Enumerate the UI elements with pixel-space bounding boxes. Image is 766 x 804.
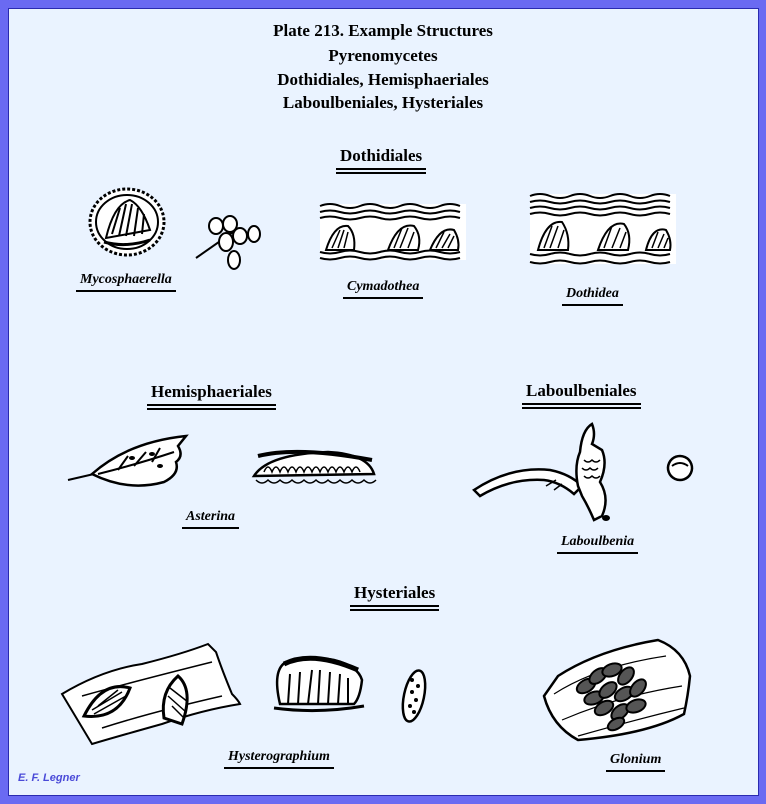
underline (336, 172, 426, 174)
label-dothidea (566, 286, 619, 302)
section-dothidiales (340, 146, 422, 166)
label-cymadothea (347, 279, 419, 295)
dothidea-illustration (528, 190, 678, 270)
glonium-illustration (538, 636, 698, 748)
asterina-illustration (68, 432, 408, 504)
underline (336, 168, 426, 170)
label-hysterographium-text: Hysterographium (228, 749, 330, 764)
label-laboulbenia-text: Laboulbenia (561, 534, 635, 549)
label-glonium (610, 752, 661, 768)
hysterographium-illustration (62, 640, 462, 748)
label-asterina-text: Asterina (186, 509, 236, 524)
section-laboulbeniales-text: Laboulbeniales (526, 381, 637, 400)
section-hemisphaeriales-text: Hemisphaeriales (151, 382, 272, 401)
label-glonium-text: Glonium (610, 752, 662, 767)
label-hysterographium (228, 749, 330, 765)
label-cymadothea-text: Cymadothea (347, 279, 420, 294)
underline (562, 304, 623, 306)
section-laboulbeniales (526, 381, 637, 401)
underline (182, 527, 239, 529)
underline (224, 767, 334, 769)
plate-subtitle-orders-1: Dothidiales, Hemisphaeriales (277, 70, 489, 89)
plate-title: Plate 213. Example Structures (273, 21, 493, 40)
underline (606, 770, 665, 772)
underline (522, 407, 641, 409)
section-hemisphaeriales (151, 382, 272, 402)
underline (76, 290, 176, 292)
label-asterina (186, 509, 235, 525)
underline (522, 403, 641, 405)
author-credit: E. F. Legner (18, 772, 80, 784)
underline (147, 404, 276, 406)
section-hysteriales-text: Hysteriales (354, 583, 436, 602)
plate-subtitle-class: Pyrenomycetes (328, 46, 438, 65)
underline (557, 552, 638, 554)
mycosphaerella-illustration (86, 186, 266, 276)
underline (343, 297, 423, 299)
label-laboulbenia (561, 534, 634, 550)
underline (147, 408, 276, 410)
cymadothea-illustration (318, 200, 468, 266)
label-mycosphaerella-text: Mycosphaerella (80, 272, 172, 287)
section-dothidiales-text: Dothidiales (340, 146, 423, 165)
label-dothidea-text: Dothidea (566, 286, 619, 301)
section-hysteriales (354, 583, 435, 603)
laboulbenia-illustration (470, 420, 710, 530)
underline (350, 609, 439, 611)
underline (350, 605, 439, 607)
plate-subtitle-orders-2: Laboulbeniales, Hysteriales (282, 93, 484, 112)
